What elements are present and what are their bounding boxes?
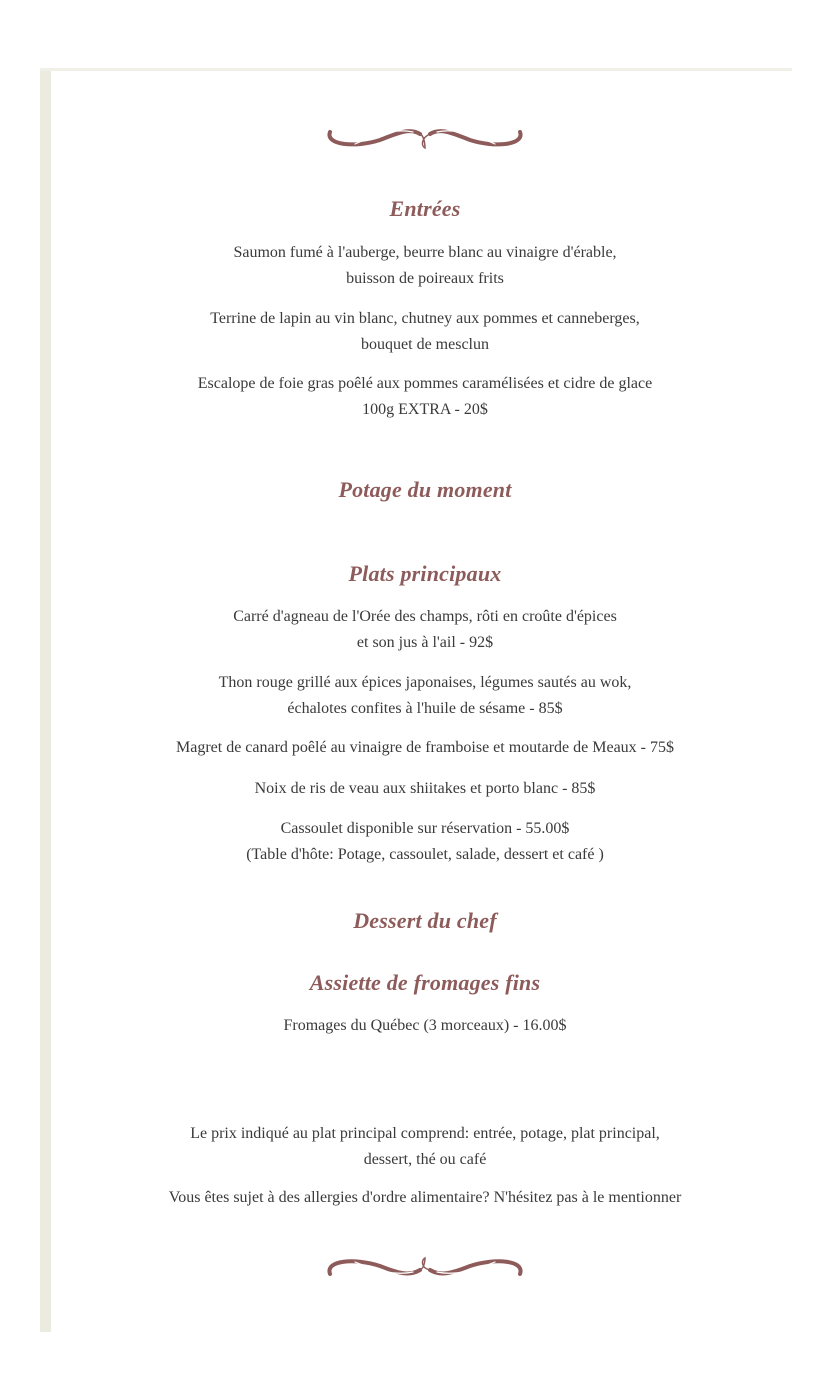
section-title-entrees: Entrées — [389, 196, 461, 221]
menu-item: Thon rouge grillé aux épices japonaises, légumes sautés au wok, échalotes confites à l'huile de sésame - 85$ — [218, 674, 632, 717]
left-border-bar — [40, 70, 51, 1332]
menu-item: Magret de canard poêlé au vinaigre de framboise et moutarde de Meaux - 75$ — [175, 739, 674, 756]
menu-item: Noix de ris de veau aux shiitakes et porto blanc - 85$ — [254, 780, 596, 797]
section-title-potage: Potage du moment — [338, 477, 512, 502]
menu-item: Escalope de foie gras poêlé aux pommes caramélisées et cidre de glace 100g EXTRA - 20$ — [197, 375, 653, 418]
footer-note: Le prix indiqué au plat principal comprend: entrée, potage, plat principal, dessert, thé ou café — [190, 1125, 660, 1168]
menu-item: Saumon fumé à l'auberge, beurre blanc au vinaigre d'érable, buisson de poireaux frits — [233, 244, 617, 287]
ornament-top-icon — [325, 120, 525, 156]
section-title-fromages: Assiette de fromages fins — [309, 970, 541, 995]
menu-item: Terrine de lapin au vin blanc, chutney aux pommes et canneberges, bouquet de mesclun — [210, 310, 640, 353]
footer-note: Vous êtes sujet à des allergies d'ordre alimentaire? N'hésitez pas à le mentionner — [168, 1189, 682, 1206]
section-title-dessert: Dessert du chef — [353, 908, 497, 933]
menu-item: Cassoulet disponible sur réservation - 55.00$ (Table d'hôte: Potage, cassoulet, salade, dessert et café ) — [246, 820, 604, 863]
top-border-line — [40, 68, 792, 71]
menu-item: Carré d'agneau de l'Orée des champs, rôti en croûte d'épices et son jus à l'ail - 92$ — [233, 608, 617, 651]
ornament-bottom-icon — [325, 1250, 525, 1286]
section-title-plats: Plats principaux — [348, 561, 502, 586]
menu-item: Fromages du Québec (3 morceaux) - 16.00$ — [283, 1017, 567, 1034]
